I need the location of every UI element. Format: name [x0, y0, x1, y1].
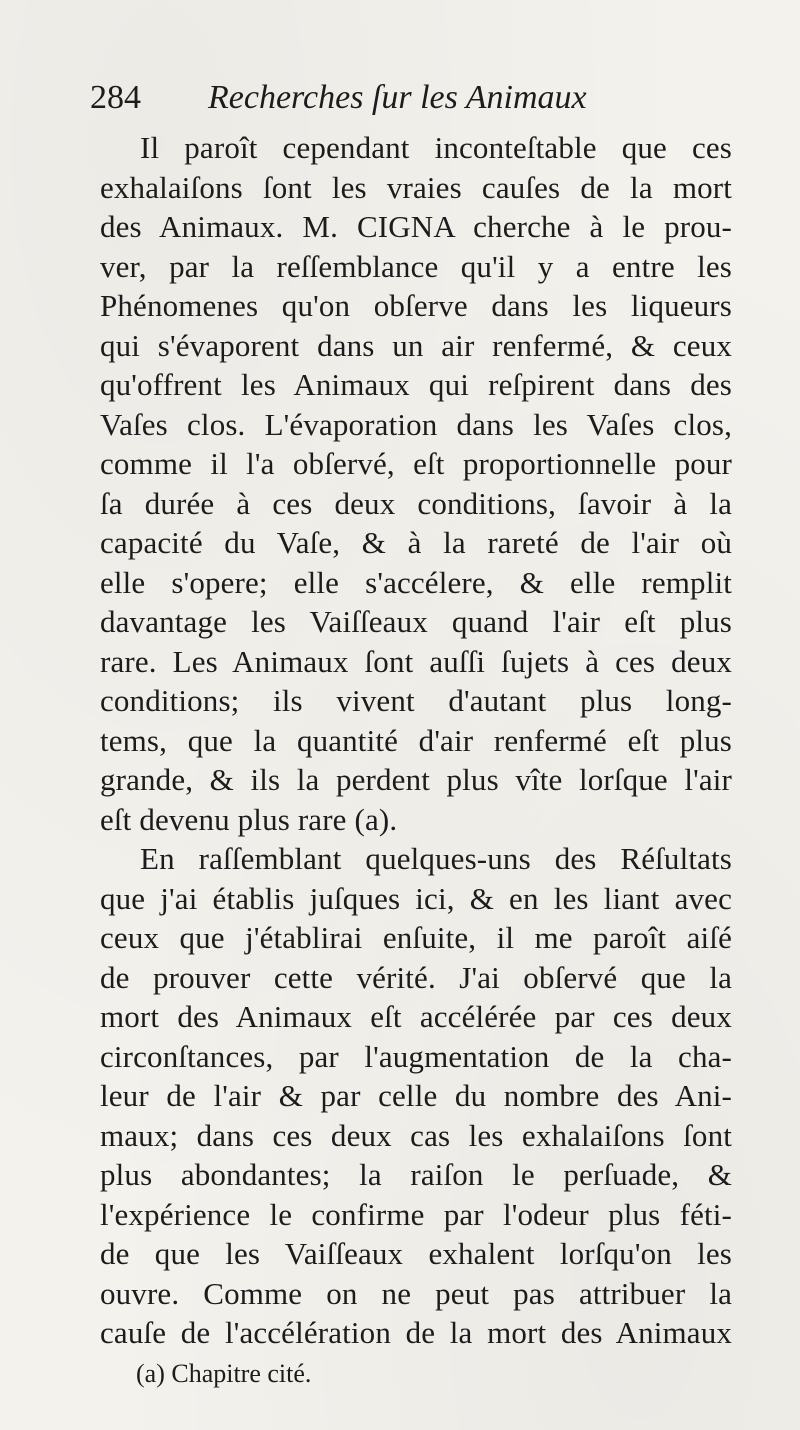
text-line: ſa durée à ces deux conditions, ſavoir à la [100, 485, 732, 521]
text-line: En raſſemblant quelques-uns des Réſultats [140, 841, 732, 876]
text-line: l'expérience le confirme par l'odeur plus féti- [100, 1196, 732, 1232]
text-line: ver, par la reſſemblance qu'il y a entre les [100, 248, 732, 284]
running-head [90, 78, 730, 118]
text-line: plus abondantes; la raiſon le perſuade, & [100, 1157, 732, 1192]
text-line: conditions; ils vivent d'autant plus long- [100, 683, 732, 718]
text-line: de que les Vaiſſeaux exhalent lorſqu'on les [100, 1236, 732, 1271]
text-line: elle s'opere; elle s'accélere, & elle remplit [100, 564, 732, 600]
text-line: de prouver cette vérité. J'ai obſervé que la [100, 959, 732, 995]
body-text [100, 128, 732, 1353]
text-line: davantage les Vaiſſeaux quand l'air eſt plus [100, 604, 732, 639]
text-line: tems, que la quantité d'air renfermé eſt plus [100, 722, 732, 758]
text-line: capacité du Vaſe, & à la rareté de l'air où [100, 525, 732, 560]
text-line: qui s'évaporent dans un air renfermé, & ceux [100, 327, 732, 363]
text-line: cauſe de l'accélération de la mort des Animaux [100, 1315, 732, 1350]
text-line: comme il l'a obſervé, eſt proportionnelle pour [100, 446, 732, 481]
text-line: exhalaiſons ſont les vraies cauſes de la mort [100, 169, 732, 205]
text-line: rare. Les Animaux ſont auſſi ſujets à ces deux [100, 643, 732, 679]
text-line: ceux que j'établirai enſuite, il me paroît aiſé [100, 920, 732, 955]
footnote: (a) Chapitre cité. [136, 1359, 312, 1388]
text-line: ouvre. Comme on ne peut pas attribuer la [100, 1275, 732, 1311]
text-line: qu'offrent les Animaux qui reſpirent dans des [100, 367, 732, 402]
text-line: maux; dans ces deux cas les exhalaiſons ſont [100, 1117, 732, 1153]
text-line: Phénomenes qu'on obſerve dans les liqueurs [100, 288, 732, 323]
text-line: des Animaux. M. CIGNA cherche à le prou- [100, 209, 732, 244]
text-line: leur de l'air & par celle du nombre des Ani- [100, 1078, 732, 1113]
text-line: eſt devenu plus rare (a). [100, 801, 398, 837]
page-number: 284 [90, 79, 141, 116]
text-line: Vaſes clos. L'évaporation dans les Vaſes clos, [100, 406, 732, 442]
running-title: Recherches ſur les Animaux [208, 79, 587, 116]
text-line: mort des Animaux eſt accélérée par ces deux [100, 999, 732, 1034]
text-line: grande, & ils la perdent plus vîte lorſque l'air [100, 762, 732, 797]
text-line: Il paroît cependant inconteſtable que ces [140, 130, 732, 165]
text-line: circonſtances, par l'augmentation de la cha- [100, 1038, 732, 1074]
text-line: que j'ai établis juſques ici, & en les liant avec [100, 880, 732, 916]
